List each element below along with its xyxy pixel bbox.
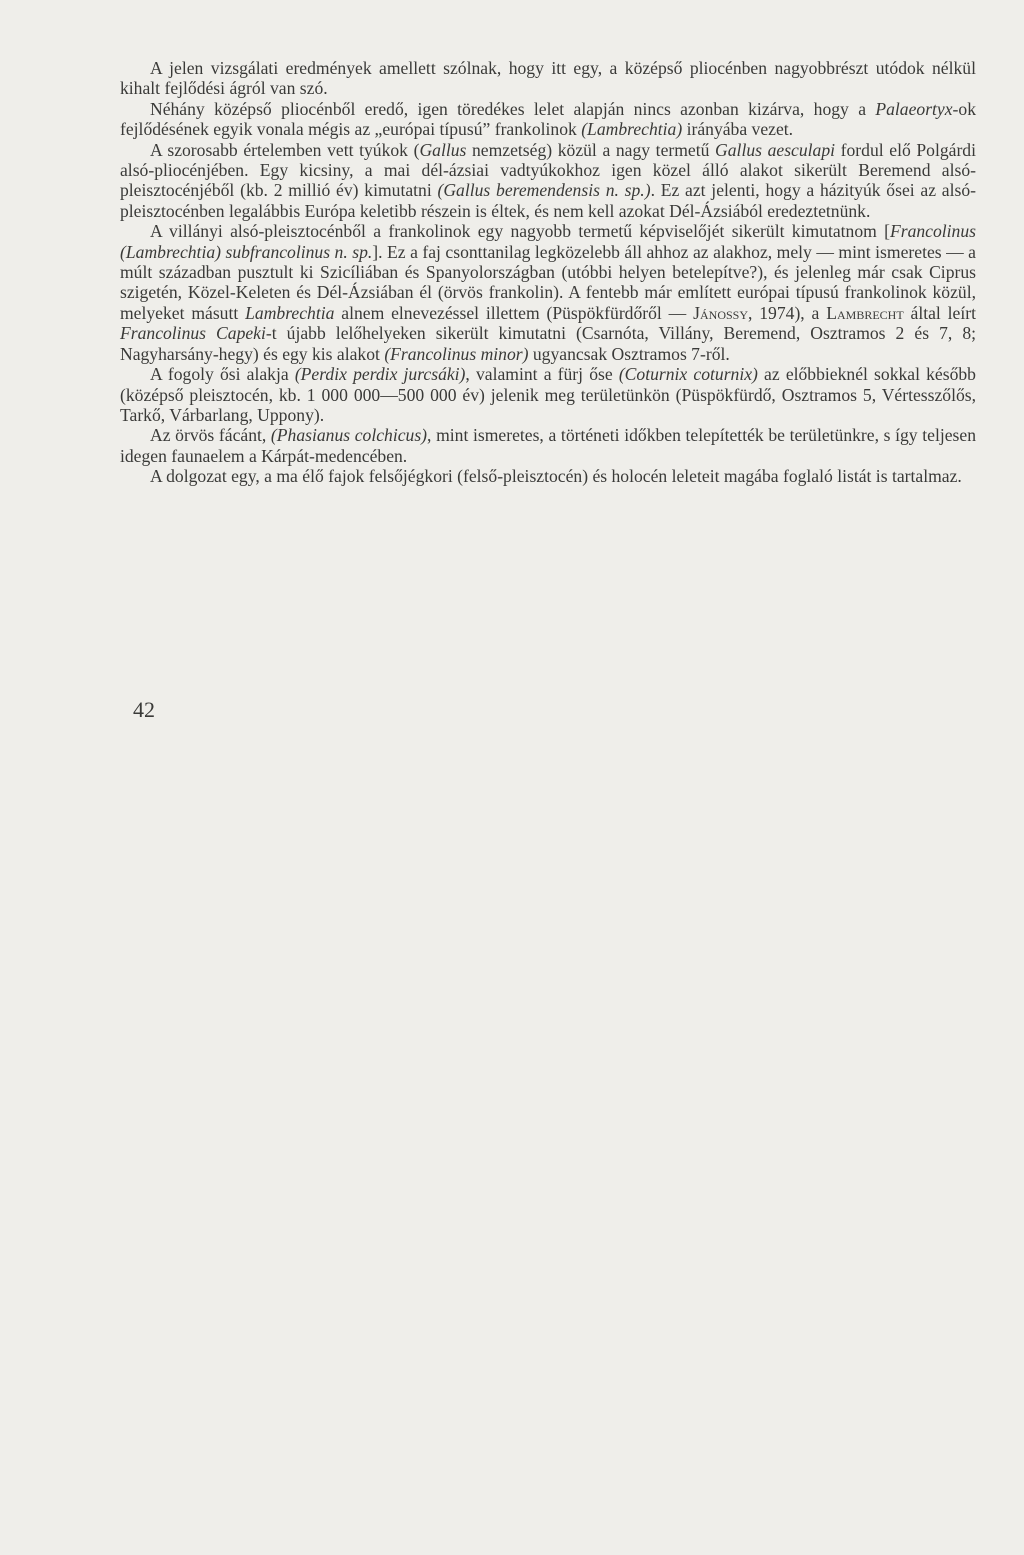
paragraph <box>120 466 976 486</box>
page-number: 42 <box>133 697 155 722</box>
text-run: Az örvös fácánt, <box>150 425 271 446</box>
paragraph <box>120 425 976 466</box>
italic-run: (Gallus beremendensis n. sp.) <box>437 180 651 201</box>
italic-run: Lambrechtia <box>245 302 335 323</box>
text-run: A jelen vizsgálati eredmények amellett szólnak, hogy itt egy, a középső pliocénben nagyobbrészt utódok nélkül kihalt fejlődési ágról van szó. <box>120 58 976 99</box>
text-run: alnem elnevezéssel illettem (Püspökfürdőről — <box>334 302 694 323</box>
italic-run: Gallus aesculapi <box>715 139 836 160</box>
italic-run: Francolinus (Lambrechtia) subfrancolinus n. sp. <box>120 221 976 262</box>
italic-run: (Francolinus minor) <box>384 343 529 364</box>
paragraph <box>120 58 976 99</box>
text-run: A dolgozat egy, a ma élő fajok felsőjégkori (felső-pleisztocén) és holocén leleteit magába foglaló listát is tartalmaz. <box>150 466 962 487</box>
body-text <box>120 58 976 487</box>
text-run: Néhány középső pliocénből eredő, igen töredékes lelet alapján nincs azonban kizárva, hogy a <box>150 98 876 119</box>
italic-run: (Perdix perdix jurcsáki) <box>294 364 466 385</box>
text-run: . Ez azt jelenti, hogy a házityúk ősei az alsó-pleisztocénben legalábbis Európa keletibb részein is éltek, és nem kell azokat Dél-Ázsiából eredeztetnünk. <box>120 180 976 221</box>
italic-run: Palaeortyx <box>875 98 953 119</box>
italic-run: Francolinus Capeki <box>120 323 266 344</box>
text-run: -ok fejlődésének egyik vonala mégis az „európai típusú” frankolinok <box>120 98 976 140</box>
text-run: irányába vezet. <box>682 119 794 140</box>
text-run: nemzetség) közül a nagy termetű <box>466 139 716 160</box>
text-run: A fogoly ősi alakja <box>150 364 295 385</box>
small-caps-run: Jánossy <box>693 302 748 323</box>
text-run: által leírt <box>903 302 976 323</box>
text-run: fordul elő Polgárdi alsó-pliocénjében. Egy kicsiny, a mai dél-ázsiai vadtyúkokhoz igen közel álló alakot sikerült Beremend alsó-pleisztocénjéből (kb. 2 millió év) kimutatni <box>120 139 976 201</box>
text-run: , valamint a fürj őse <box>465 364 619 385</box>
paragraph <box>120 99 976 140</box>
text-run: -t újabb lelőhelyeken sikerült kimutatni (Csarnóta, Villány, Beremend, Osztramos 2 és 7, 8; Nagyharsány-hegy) és egy kis alakot <box>120 323 977 364</box>
text-run: ]. Ez a faj csonttanilag legközelebb áll ahhoz az alakhoz, mely — mint ismeretes — a múlt században pusztult ki Szicíliában és Spanyolországban (utóbbi helyen betelepítve?), és jelenleg már csak Ciprus szigetén, Közel-Keleten és Dél-Ázsiában él (örvös frankolin). A fentebb már említett európai típusú frankolinok közül, melyeket másutt <box>120 241 976 323</box>
italic-run: Gallus <box>419 139 467 160</box>
italic-run: (Lambrechtia) <box>581 119 683 140</box>
text-run: A szorosabb értelemben vett tyúkok ( <box>150 139 420 160</box>
italic-run: (Phasianus colchicus) <box>270 425 428 446</box>
text-run: , mint ismeretes, a történeti időkben telepítették be területünkre, s így teljesen idegen faunaelem a Kárpát-medencében. <box>120 425 976 466</box>
paragraph <box>120 221 976 364</box>
paragraph <box>120 364 976 425</box>
paragraph <box>120 140 976 222</box>
text-run: A villányi alsó-pleisztocénből a frankolinok egy nagyobb termetű képviselőjét sikerült kimutatnom [ <box>150 221 890 242</box>
text-run: , 1974), a <box>748 302 827 323</box>
italic-run: (Coturnix coturnix) <box>618 364 758 385</box>
small-caps-run: Lambrecht <box>826 302 904 323</box>
text-run: ugyancsak Osztramos 7-ről. <box>528 343 730 364</box>
text-run: az előbbieknél sokkal később (középső pleisztocén, kb. 1 000 000—500 000 év) jelenik meg területünkön (Püspökfürdő, Osztramos 5, Vértesszőlős, Tarkő, Várbarlang, Uppony). <box>120 364 976 425</box>
